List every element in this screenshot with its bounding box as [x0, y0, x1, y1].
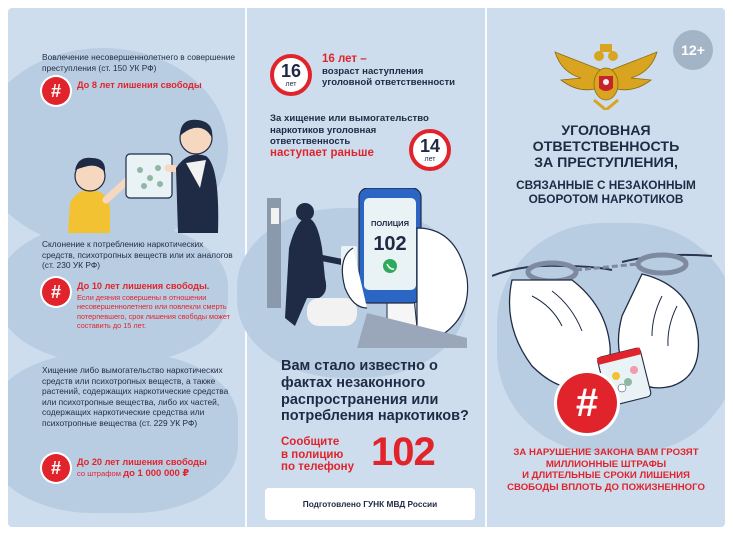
- article-230-title: Склонение к потреблению наркотических средств, психотропных веществ или их аналогов (ст. 230 УК РФ): [42, 239, 233, 271]
- age-unit: лет: [285, 81, 297, 88]
- hash-icon: #: [42, 278, 70, 306]
- boy-and-man-illustration: [48, 108, 228, 233]
- penalty-note: Если деяния совершены в отношении несовершеннолетнего или повлекли смерть потерпевшего, срок лишения свободы может составить до 15 лет.: [77, 293, 231, 331]
- theft-red: наступает раньше: [270, 146, 374, 159]
- subtitle-line1: СВЯЗАННЫЕ С НЕЗАКОННЫМ: [516, 178, 696, 192]
- police-number: 102: [371, 430, 435, 474]
- article-230-penalty: [42, 278, 242, 331]
- hash-icon: #: [557, 373, 617, 433]
- age-unit: лет: [424, 156, 436, 163]
- age-16-line1: возраст наступления: [322, 65, 424, 77]
- warning-line2: МИЛЛИОННЫЕ ШТРАФЫ: [545, 458, 667, 470]
- question-text: Вам стало известно о фактах незаконного распространения или потребления наркотиков?: [281, 358, 469, 425]
- theft-line3: ответственность: [270, 136, 351, 147]
- call-line3: по телефону: [281, 461, 355, 473]
- penalty-text: До 20 лет лишения свободы: [77, 457, 207, 467]
- warning-text: [487, 447, 725, 493]
- fine-line: [77, 468, 207, 479]
- penalty-text: До 8 лет лишения свободы: [77, 80, 202, 90]
- call-instructions: [281, 436, 354, 474]
- hash-icon: #: [42, 77, 70, 105]
- main-subtitle: [487, 178, 725, 206]
- left-panel: [8, 8, 245, 527]
- article-229-title: Хищение либо вымогательство наркотических средств или психотропных веществ, а также растений, содержащих наркотические средства или психотропные вещества, либо их частей, содержащих наркотические средства или психотропные вещества (ст. 229 УК РФ): [42, 365, 229, 428]
- emblem-eagle-icon: [551, 42, 661, 110]
- theft-line1: За хищение или вымогательство: [270, 113, 429, 124]
- phone-number: 102: [373, 233, 407, 255]
- penalty-text: До 10 лет лишения свободы.: [77, 281, 210, 291]
- title-line1: УГОЛОВНАЯ: [561, 123, 651, 139]
- age-number: 14: [419, 136, 441, 156]
- subtitle-line2: ОБОРОТОМ НАРКОТИКОВ: [528, 192, 684, 206]
- age-16-caption: [322, 54, 455, 89]
- age-14-badge: [409, 129, 451, 171]
- call-line2: в полицию: [281, 448, 344, 461]
- article-150-penalty: [42, 77, 202, 105]
- fine-amount: до 1 000 000 ₽: [123, 468, 190, 479]
- middle-panel: [247, 8, 485, 527]
- title-line2: ОТВЕТСТВЕННОСТЬ: [532, 139, 680, 155]
- warning-line1: ЗА НАРУШЕНИЕ ЗАКОНА ВАМ ГРОЗЯТ: [513, 447, 699, 458]
- age-16-line2: уголовной ответственности: [322, 77, 456, 88]
- main-title: [487, 123, 725, 171]
- leaflet-sheet: [8, 8, 725, 527]
- article-150-title: Вовлечение несовершеннолетнего в совершение преступления (ст. 150 УК РФ): [42, 52, 236, 73]
- fine-prefix: со штрафом: [77, 469, 121, 478]
- theft-line2: наркотиков уголовная: [270, 124, 377, 136]
- call-line1: Сообщите: [281, 436, 340, 448]
- footer-credit: Подготовлено ГУНК МВД России: [265, 488, 475, 520]
- age-number: 16: [280, 61, 302, 81]
- warning-line3: И ДЛИТЕЛЬНЫЕ СРОКИ ЛИШЕНИЯ: [522, 470, 690, 482]
- hash-icon: #: [42, 454, 70, 482]
- theft-caption: [270, 113, 429, 159]
- age-16-badge: [270, 54, 312, 96]
- title-line3: ЗА ПРЕСТУПЛЕНИЯ,: [534, 155, 678, 171]
- warning-line4: СВОБОДЫ ВПЛОТЬ ДО ПОЖИЗНЕННОГО: [507, 481, 705, 493]
- age-16-red: 16 лет –: [322, 53, 367, 65]
- phone-and-thief-illustration: [267, 188, 477, 348]
- right-panel: [487, 8, 725, 527]
- age-rating-badge: 12+: [673, 30, 713, 70]
- phone-label: ПОЛИЦИЯ: [371, 219, 409, 228]
- article-229-penalty: [42, 454, 242, 482]
